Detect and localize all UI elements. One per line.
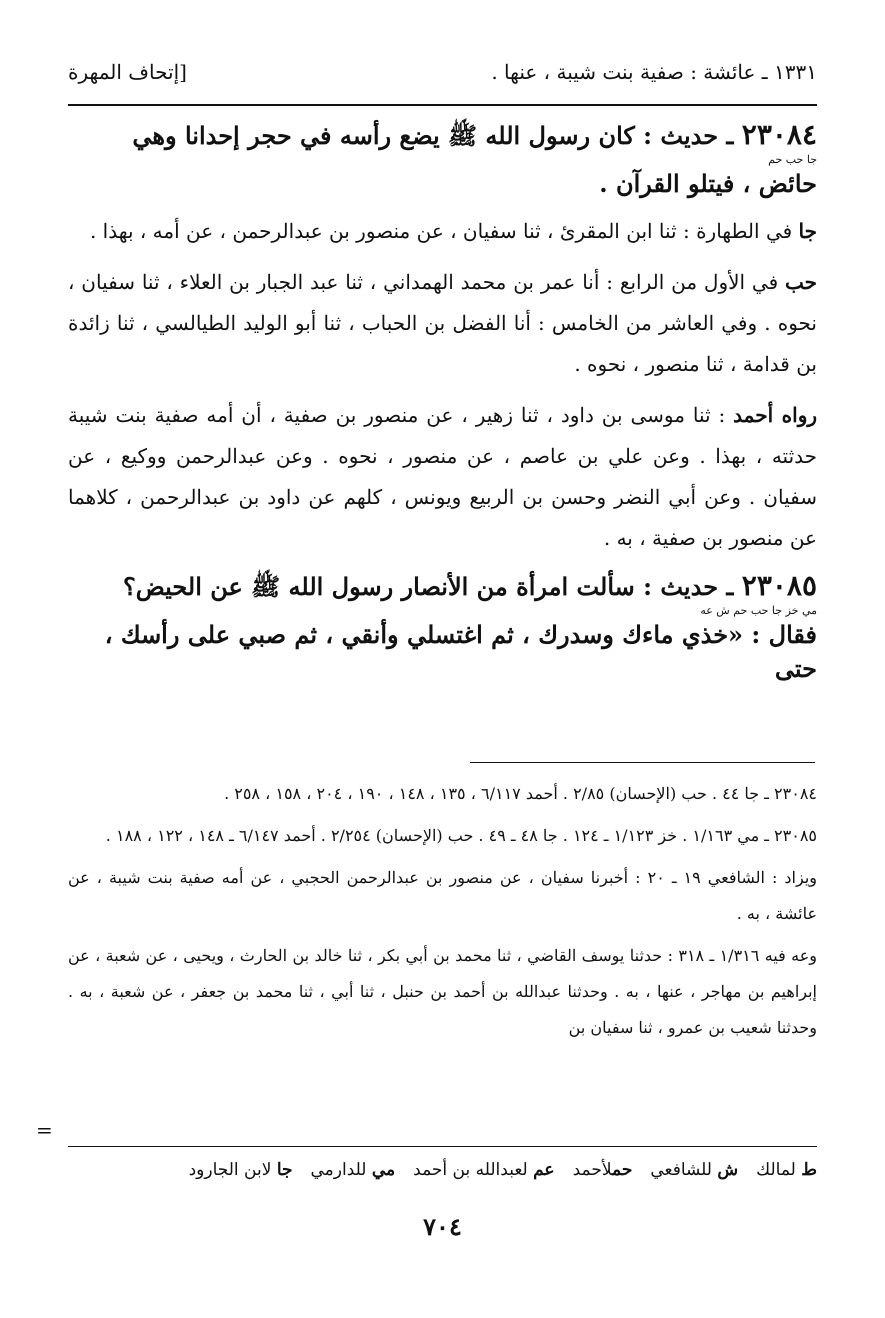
header-book-title: [إتحاف المهرة — [68, 60, 187, 84]
hadith-heading — [68, 569, 817, 686]
legend-rule — [68, 1146, 817, 1147]
hadith-heading-continued: حائض ، فيتلو القرآن . — [599, 169, 817, 198]
running-header — [68, 52, 817, 92]
paragraph-text: في الطهارة : ثنا ابن المقرئ ، ثنا سفيان ، عن منصور بن عبدالرحمن ، عن أمه ، بهذا . — [89, 219, 799, 243]
hadith-heading-text: ـ حديث : سألت امرأة من الأنصار رسول الله ﷺ عن الحيض؟ — [123, 572, 734, 601]
hadith-heading-continued: فقال : «خذي ماءك وسدرك ، ثم اغتسلي وأنقي ، ثم صبي على رأسك ، حتى — [104, 620, 817, 683]
source-sigla: مي خز جا حب حم ش عه — [700, 604, 817, 617]
footnotes — [68, 776, 817, 1052]
hadith-number: ٢٣٠٨٤ — [741, 118, 817, 151]
header-rule — [68, 104, 817, 106]
main-text — [68, 118, 817, 686]
legend-item: مي للدارمي — [310, 1160, 396, 1180]
footnote: ٢٣٠٨٥ ـ مي ١/١٦٣ . خز ١/١٢٣ ـ ١٢٤ . جا ٤٨ ـ ٤٩ . حب (الإحسان) ٢/٢٥٤ . أحمد ٦/١٤٧ ـ ١٤٨ ، ١٢٢ ، ١٨٨ . — [105, 826, 817, 845]
paragraph-text: : ثنا موسى بن داود ، ثنا زهير ، عن منصور بن صفية ، أن أمه صفية بنت شيبة حدثته ، بهذا . وعن علي بن عاصم ، عن منصور ، نحوه . وعن عبدالرحمن ووكيع ، عن سفيان . وعن أبي النضر وحسن بن الربيع ويونس ، كلهم عن داود بن عبدالرحمن ، كلاهما عن منصور بن صفية ، به . — [68, 403, 817, 550]
legend-item: جا لابن الجارود — [188, 1160, 293, 1180]
page-number: ٧٠٤ — [423, 1212, 462, 1241]
paragraph-lead: رواه أحمد — [733, 403, 818, 427]
abbreviation-legend — [68, 1160, 817, 1180]
paragraph — [68, 395, 817, 559]
paragraph-text: في الأول من الرابع : أنا عمر بن محمد الهمداني ، ثنا عبد الجبار بن العلاء ، ثنا سفيان ، نحوه . وفي العاشر من الخامس : أنا الفضل بن الحباب ، ثنا أبو الوليد الطيالسي ، ثنا زائدة بن قدامة ، ثنا منصور ، نحوه . — [68, 270, 818, 376]
source-sigla: جا حب حم — [768, 153, 817, 166]
hadith-number: ٢٣٠٨٥ — [741, 569, 817, 602]
footnote: ويزاد : الشافعي ١٩ ـ ٢٠ : أخبرنا سفيان ، عن منصور بن عبدالرحمن الحجبي ، عن أمه صفية بنت شيبة ، عن عائشة ، به . — [68, 868, 817, 923]
paragraph — [68, 262, 817, 385]
legend-item: ش للشافعي — [650, 1160, 739, 1180]
header-chapter-title: ١٣٣١ ـ عائشة : صفية بنت شيبة ، عنها . — [491, 60, 817, 84]
legend-item: ط لمالك — [756, 1160, 817, 1180]
footnote-rule — [470, 762, 815, 763]
paragraph — [68, 211, 817, 252]
footnote: ٢٣٠٨٤ ـ جا ٤٤ . حب (الإحسان) ٢/٨٥ . أحمد ٦/١١٧ ، ١٣٥ ، ١٤٨ ، ١٩٠ ، ٢٠٤ ، ١٥٨ ، ٢٥٨ . — [224, 784, 817, 803]
hadith-heading-text: ـ حديث : كان رسول الله ﷺ يضع رأسه في حجر إحدانا وهي — [132, 121, 734, 150]
legend-item: عم لعبدالله بن أحمد — [413, 1160, 555, 1180]
hadith-heading — [68, 118, 817, 201]
continuation-mark: = — [36, 1118, 53, 1142]
footnote: وعه فيه ١/٣١٦ ـ ٣١٨ : حدثنا يوسف القاضي ، ثنا محمد بن أبي بكر ، ثنا خالد بن الحارث ، ويحيى ، عن شعبة ، عن إبراهيم بن مهاجر ، عنها ، به . وحدثنا عبدالله بن أحمد بن حنبل ، ثنا أبي ، ثنا محمد بن جعفر ، عن شعبة ، به . وحدثنا شعيب بن عمرو ، ثنا سفيان بن — [68, 946, 818, 1037]
paragraph-lead: حب — [784, 270, 817, 294]
legend-item: حملأحمد — [572, 1160, 633, 1180]
paragraph-lead: جا — [798, 219, 817, 243]
